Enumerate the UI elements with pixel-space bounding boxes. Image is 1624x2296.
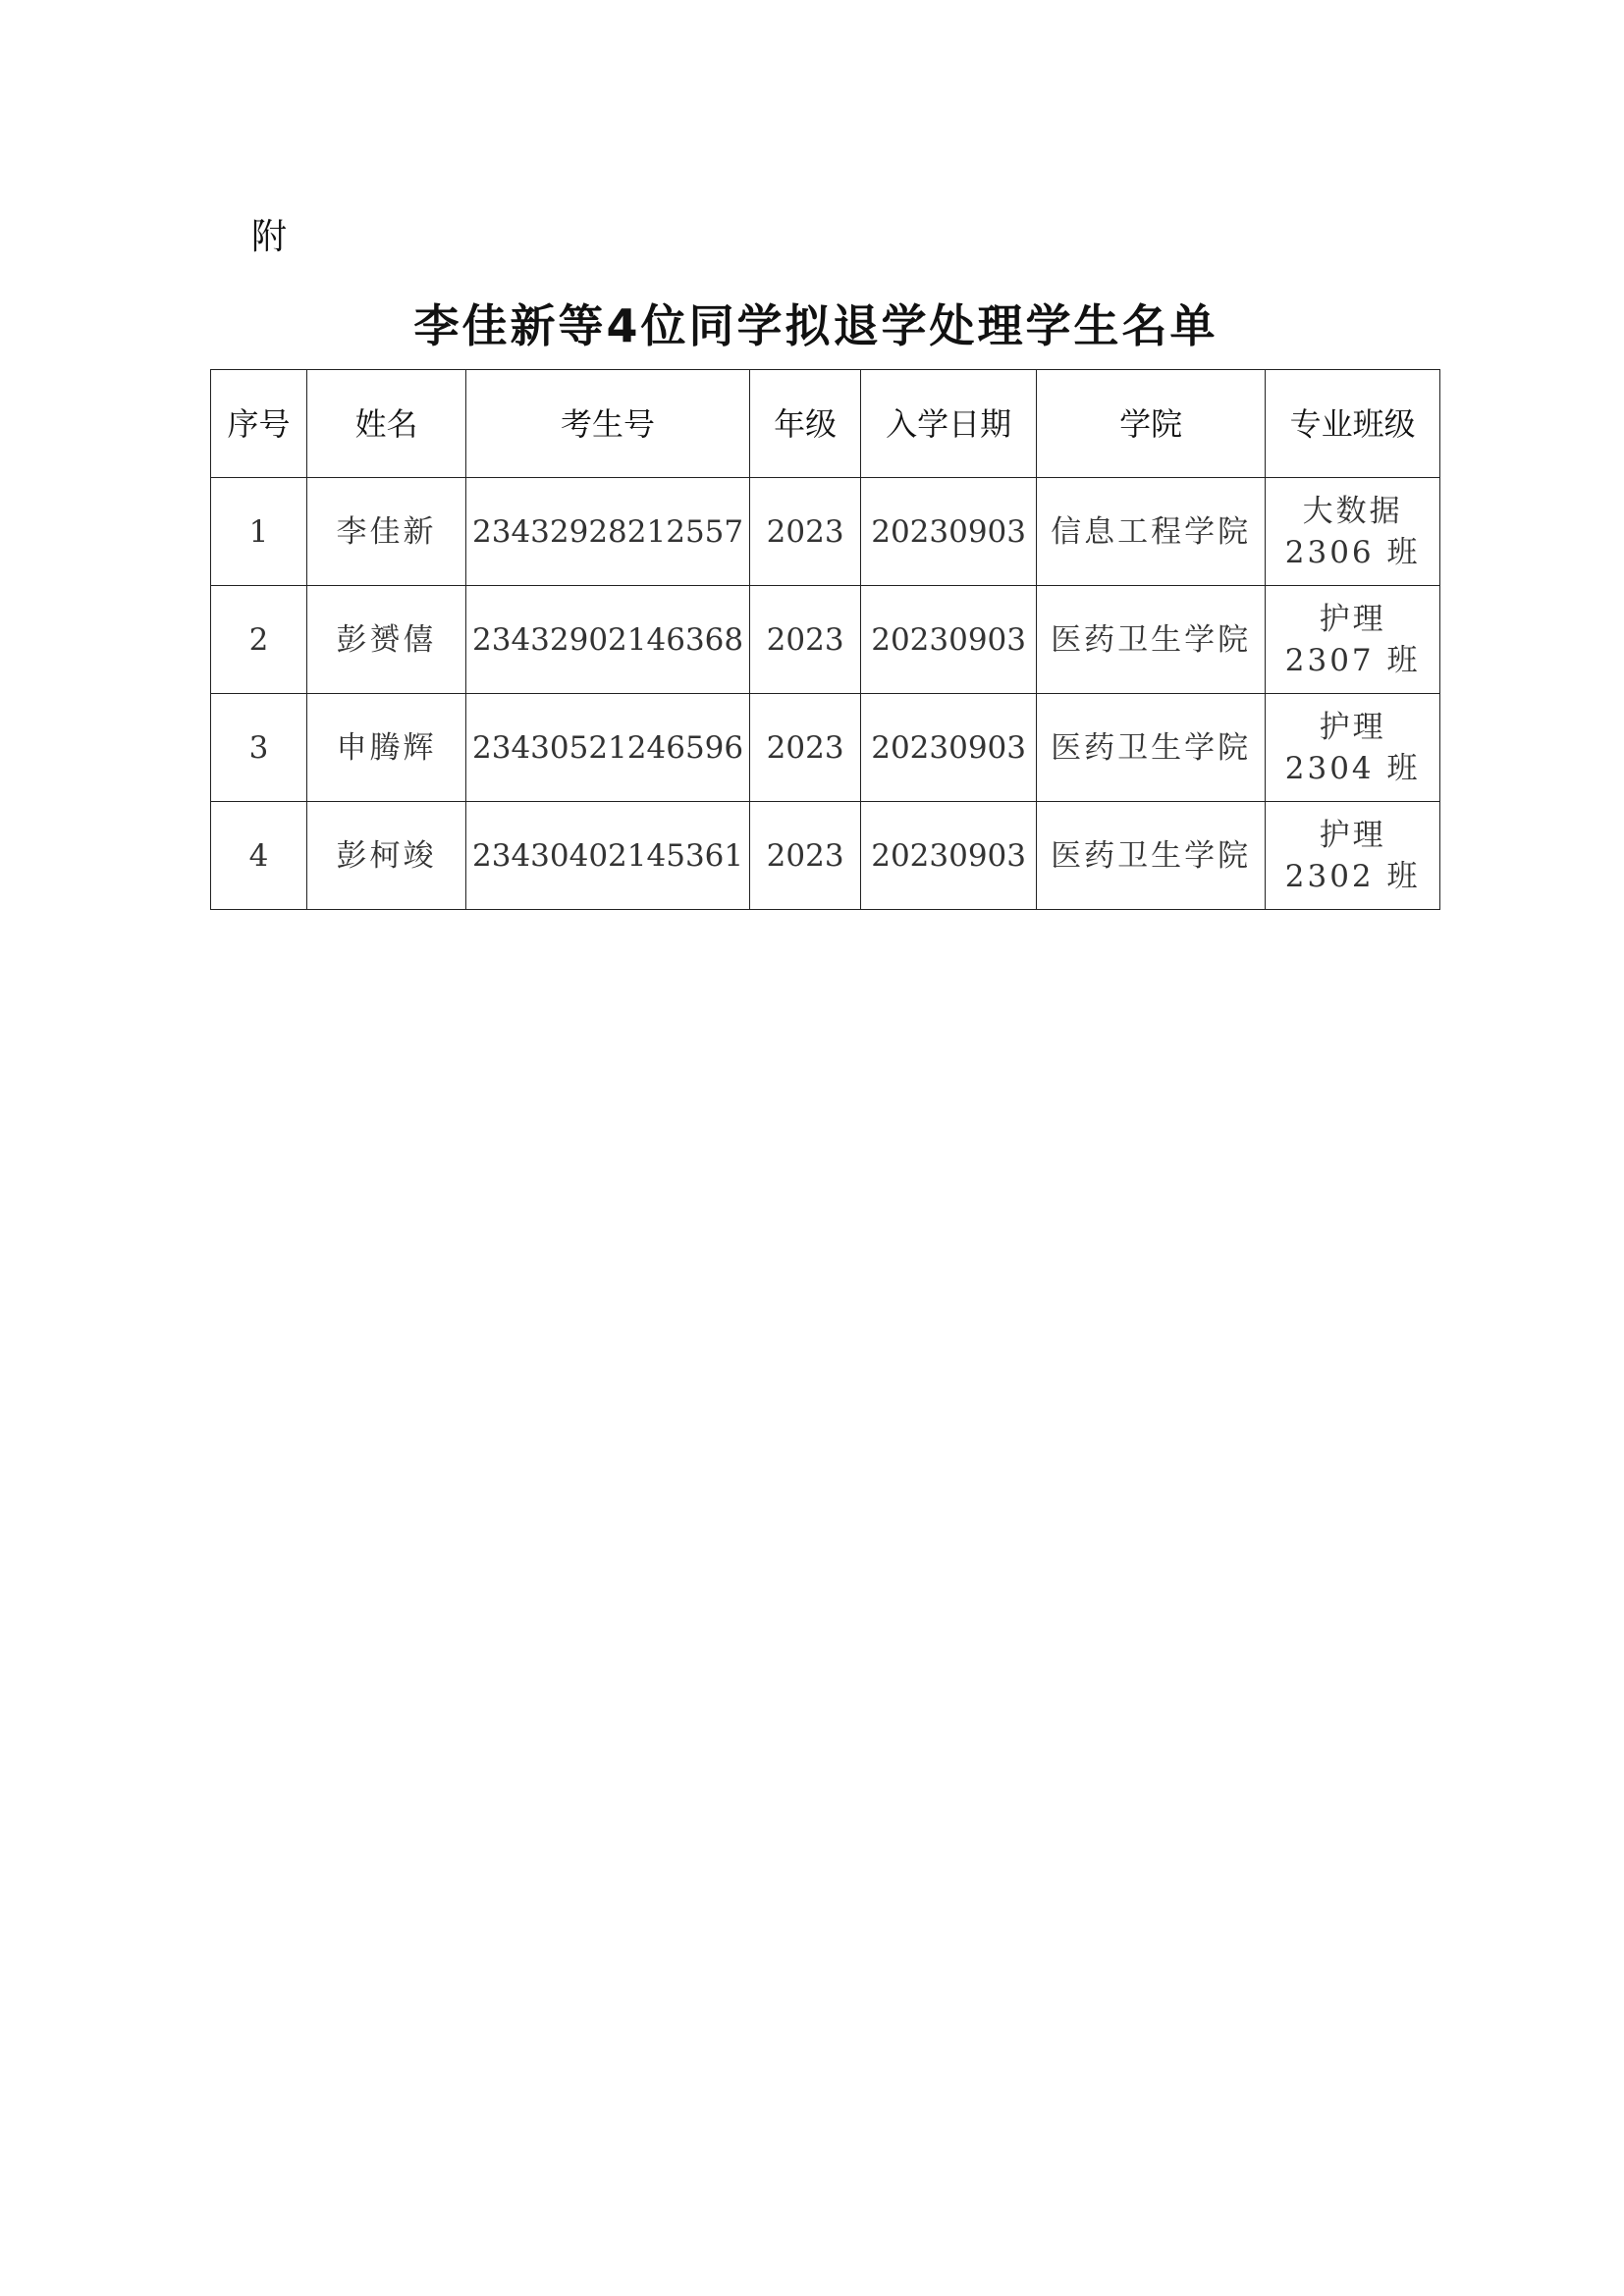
table-row	[211, 478, 1440, 586]
cell-grade: 2023	[750, 478, 861, 586]
column-header-class: 专业班级	[1266, 370, 1440, 478]
cell-exam-id: 23432902146368	[466, 586, 750, 694]
cell-class: 护理 2304 班	[1266, 694, 1440, 802]
column-header-no: 序号	[211, 370, 307, 478]
cell-no: 4	[211, 802, 307, 910]
table-row	[211, 694, 1440, 802]
cell-name: 李佳新	[307, 478, 466, 586]
column-header-exam-id: 考生号	[466, 370, 750, 478]
attachment-label: 附	[251, 217, 288, 257]
cell-enroll-date: 20230903	[861, 802, 1037, 910]
cell-grade: 2023	[750, 802, 861, 910]
cell-grade: 2023	[750, 586, 861, 694]
cell-no: 3	[211, 694, 307, 802]
table-header-row	[211, 370, 1440, 478]
column-header-name: 姓名	[307, 370, 466, 478]
cell-class: 护理 2302 班	[1266, 802, 1440, 910]
cell-no: 2	[211, 586, 307, 694]
cell-enroll-date: 20230903	[861, 586, 1037, 694]
column-header-college: 学院	[1037, 370, 1266, 478]
cell-class: 护理 2307 班	[1266, 586, 1440, 694]
cell-enroll-date: 20230903	[861, 694, 1037, 802]
student-roster-table	[210, 369, 1440, 910]
cell-college: 信息工程学院	[1037, 478, 1266, 586]
cell-college: 医药卫生学院	[1037, 586, 1266, 694]
cell-name: 彭柯竣	[307, 802, 466, 910]
cell-no: 1	[211, 478, 307, 586]
column-header-enroll-date: 入学日期	[861, 370, 1037, 478]
table-row	[211, 586, 1440, 694]
document-title: 李佳新等4位同学拟退学处理学生名单	[413, 299, 1218, 352]
cell-college: 医药卫生学院	[1037, 694, 1266, 802]
cell-college: 医药卫生学院	[1037, 802, 1266, 910]
cell-enroll-date: 20230903	[861, 478, 1037, 586]
cell-name: 申腾辉	[307, 694, 466, 802]
cell-grade: 2023	[750, 694, 861, 802]
cell-exam-id: 23430402145361	[466, 802, 750, 910]
cell-class: 大数据 2306 班	[1266, 478, 1440, 586]
cell-exam-id: 23430521246596	[466, 694, 750, 802]
table-row	[211, 802, 1440, 910]
column-header-grade: 年级	[750, 370, 861, 478]
cell-exam-id: 23432928212557	[466, 478, 750, 586]
cell-name: 彭赟僖	[307, 586, 466, 694]
